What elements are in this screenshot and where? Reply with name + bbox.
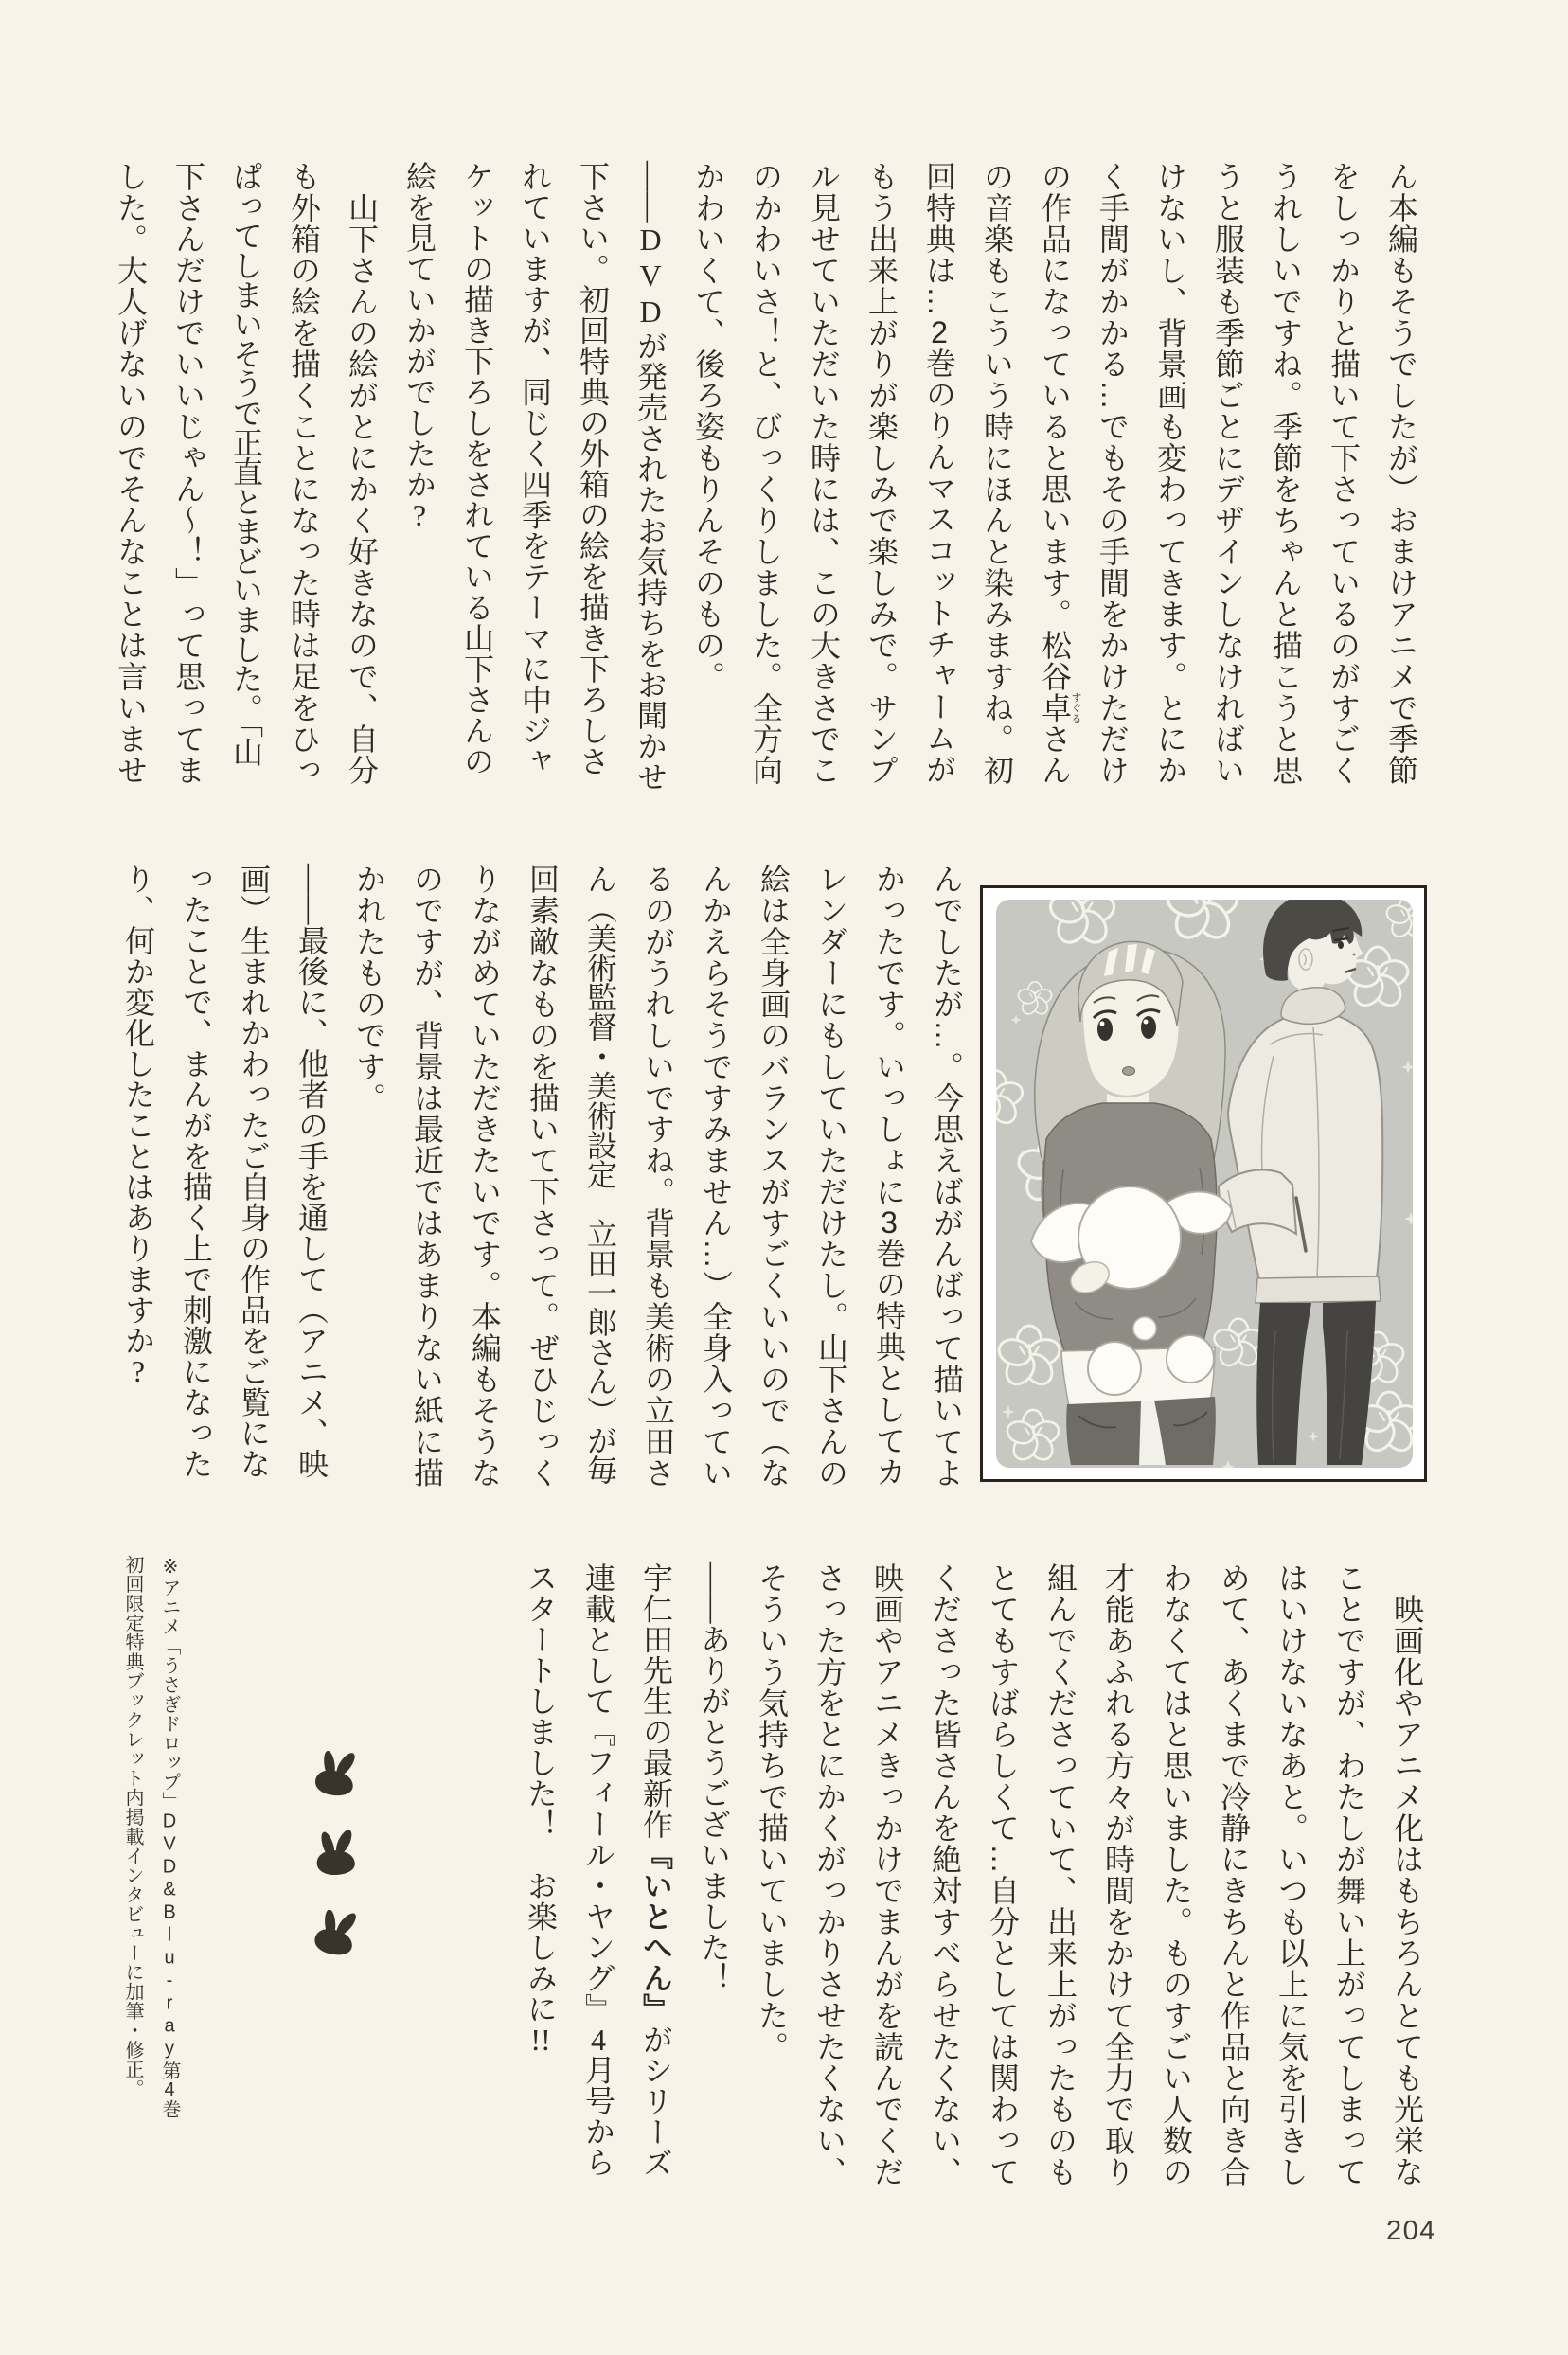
text-column: かったです。いっしょに3巻の特典としてカ (872, 864, 906, 1488)
interview-text-block-middle (109, 864, 975, 1508)
rabbit-icon (307, 1751, 364, 1796)
text-column: 映画化やアニメ化はもちろんとても光栄な (1390, 1562, 1424, 2187)
text-column: れていますが、同じく四季をテーマに中ジャ (518, 161, 552, 776)
text-column: もう出来上がりが楽しみで楽しみで。サンプ (864, 161, 899, 786)
text-column: ——最後に、他者の手を通して（アニメ、映 (294, 864, 329, 1479)
text-column: 画）生まれかわったご自身の作品をご覧にな (237, 864, 271, 1479)
text-column: くださった皆さんを絶対すべらせたくない、 (928, 1562, 962, 2187)
text-column: 才能あふれる方々が時間をかけて全力で取り (1101, 1562, 1135, 2187)
rabbit-decorations (307, 1751, 369, 1989)
text-column: ことですが、わたしが舞い上がってしまって (1332, 1562, 1366, 2187)
text-column: そういう気持ちで描いていました。 (755, 1562, 789, 2062)
text-column: りながめていただきたいです。本編もそうな (468, 864, 502, 1489)
text-column: うと服装も季節ごとにデザインしなければい (1211, 161, 1245, 786)
rabbit-icon (307, 1830, 364, 1876)
illustration-image (980, 885, 1427, 1482)
text-column: の音楽もこういう時にほんと染みますね。初 (980, 161, 1014, 786)
text-column: のですが、背景は最近ではあまりない紙に描 (410, 864, 444, 1489)
text-column: んでしたが…。今思えばがんばって描いてよ (930, 864, 964, 1489)
text-column: とてもすばらしくて…自分としては関わって (986, 1562, 1020, 2187)
text-column: 初回限定特典ブックレット内掲載インタビューに加筆・修正。 (122, 1555, 143, 2098)
text-column: 絵を見ていかがでしたか? (402, 161, 437, 530)
text-column: わなくてはと思いました。ものすごい人数の (1159, 1562, 1193, 2187)
text-column: ル見せていただいた時には、この大きさでこ (807, 161, 841, 786)
text-column: 山下さんの絵がとにかく好きなので、自分 (345, 161, 379, 786)
text-column: 連載として『フィール・ヤング』4月号から (581, 1562, 615, 2178)
text-column: ※アニメ「うさぎドロップ」DVD&Blu-ray第4巻 (159, 1555, 180, 2119)
interview-text-block-top (101, 161, 1430, 805)
text-column: 下さんだけでいいじゃん～！」って思ってま (171, 161, 205, 786)
text-column: した。大人げないのでそんなことは言いませ (114, 161, 148, 786)
text-column: ん本編もそうでしたが）おまけアニメで季節 (1384, 161, 1418, 786)
text-column: ——DVDが発売されたお気持ちをお聞かせ (633, 161, 668, 793)
text-column: 絵は全身画のバランスがすごくいいので（な (757, 864, 791, 1489)
text-column: んかえらそうですみません…）全身入ってい (699, 864, 733, 1489)
rabbit-icon (307, 1910, 364, 1955)
text-column: の作品になっていると思います。松谷卓すぐるさん (1038, 161, 1081, 786)
text-column: も外箱の絵を描くことになった時は足をひっ (287, 161, 321, 786)
text-column: スタートしました！ お楽しみに!! (524, 1562, 558, 2055)
text-column: るのがうれしいですね。背景も美術の立田さ (641, 864, 675, 1489)
text-column: ん（美術監督・美術設定 立田一郎さん）が毎 (583, 864, 617, 1485)
text-column: けないし、背景画も変わってきます。とにか (1153, 161, 1187, 786)
text-column: ぱってしまいそうで正直とまどいました。「山 (229, 161, 263, 767)
text-column: めて、あくまで冷静にきちんと作品と向き合 (1217, 1562, 1251, 2187)
text-column: ケットの描き下ろしをされている山下さんの (460, 161, 494, 776)
text-column: うれしいですね。季節をちゃんと描こうと思 (1269, 161, 1303, 786)
text-column: 下さい。初回特典の外箱の絵を描き下ろしさ (576, 161, 610, 776)
text-column: 宇仁田先生の最新作『いとへん』がシリーズ (639, 1562, 673, 2178)
text-column: はいけないなあと。いつも以上に気を引きし (1274, 1562, 1309, 2187)
text-column: り、何か変化したことはありますか? (121, 864, 155, 1386)
text-column: レンダーにもしていただけたし。山下さんの (814, 864, 848, 1489)
text-column: さった方をとにかくがっかりさせたくない、 (812, 1562, 846, 2187)
page-number: 204 (1386, 2216, 1436, 2246)
text-column: 回特典は…2巻のりんマスコットチャームが (922, 161, 956, 785)
text-column: ったことで、まんがを描く上で刺激になった (179, 864, 213, 1479)
manga-illustration (980, 885, 1427, 1482)
text-column: のかわいさ！と、びっくりしました。全方向 (749, 161, 783, 786)
footnote (112, 1555, 187, 2132)
text-column: かれたものです。 (352, 864, 386, 1114)
text-column: く手間がかかる…でもその手間をかけただけ (1096, 161, 1130, 786)
text-column: かわいくて、後ろ姿もりんそのもの。 (691, 161, 725, 692)
text-column: ——ありがとうございました！ (697, 1562, 731, 1993)
text-column: をしっかりと描いて下さっているのがすごく (1327, 161, 1361, 786)
text-column: 回素敵なものを描いて下さって。ぜひじっく (526, 864, 560, 1489)
text-column: 映画やアニメきっかけでまんがを読んでくだ (870, 1562, 904, 2187)
interview-text-block-bottom (511, 1562, 1435, 2206)
text-column: 組んでくださっていて、出来上がったものも (1043, 1562, 1078, 2187)
